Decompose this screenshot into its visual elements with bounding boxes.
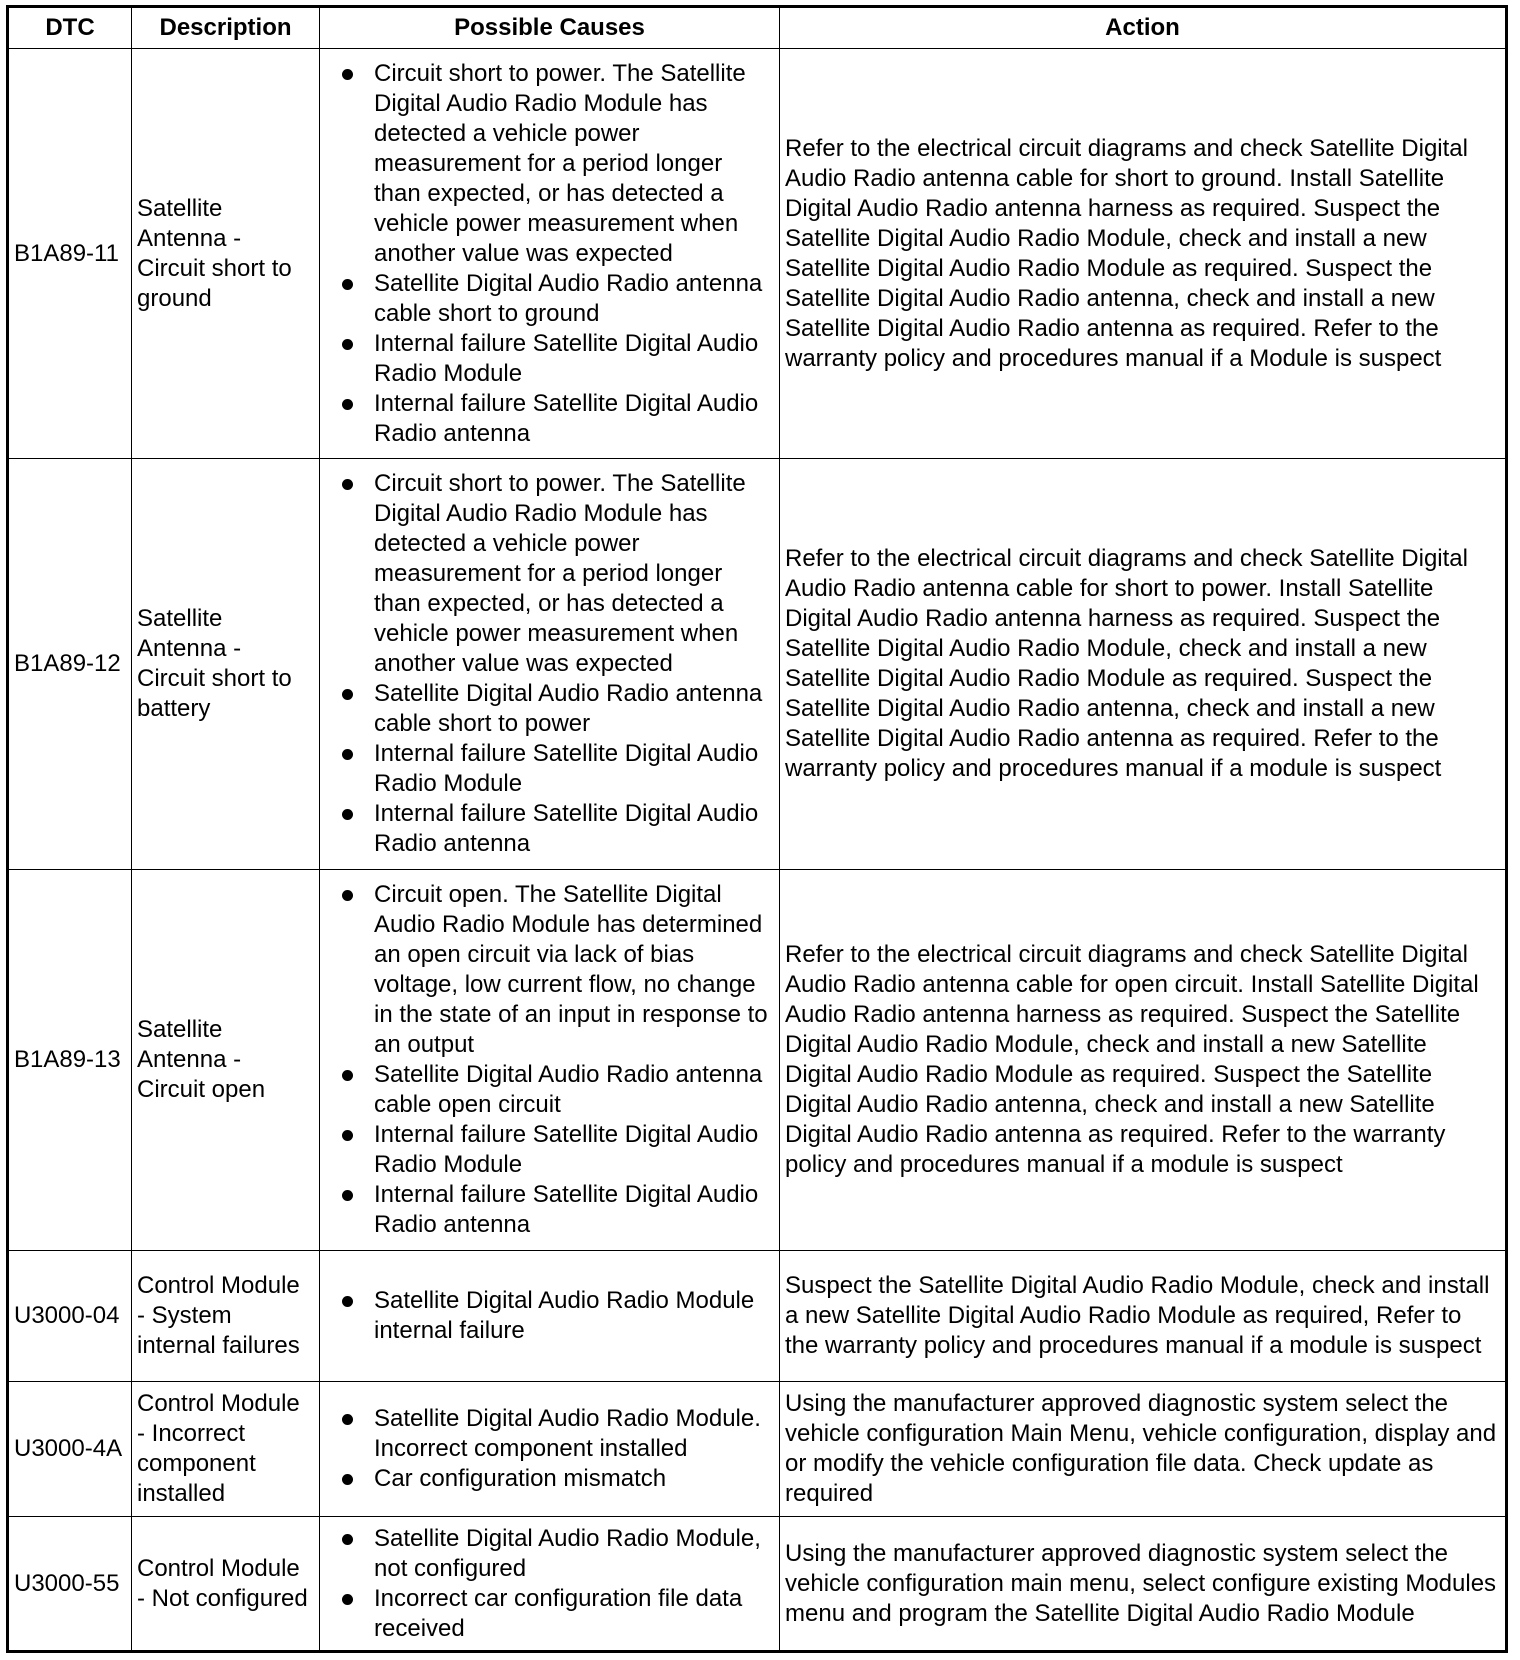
causes-list [322, 1286, 775, 1346]
dtc-description: Control Module - Not configured [132, 1517, 320, 1652]
possible-causes [320, 459, 780, 870]
table-row [8, 459, 1507, 870]
dtc-code: B1A89-12 [8, 459, 132, 870]
cause-item: Circuit short to power. The Satellite Digital Audio Radio Module has detected a vehicle power measurement for a period longer than expected, or has detected a vehicle power measurement when another value was expected [322, 59, 775, 269]
cause-item: Satellite Digital Audio Radio antenna cable open circuit [322, 1060, 775, 1120]
cause-item: Car configuration mismatch [322, 1464, 775, 1494]
header-dtc: DTC [8, 7, 132, 49]
cause-item: Circuit open. The Satellite Digital Audio Radio Module has determined an open circuit via lack of bias voltage, low current flow, no change in the state of an input in response to an output [322, 880, 775, 1060]
cause-item: Satellite Digital Audio Radio Module, not configured [322, 1524, 775, 1584]
action-text: Suspect the Satellite Digital Audio Radio Module, check and install a new Satellite Digital Audio Radio Module as required, Refer to the warranty policy and procedures manual if a module is suspect [780, 1251, 1507, 1382]
dtc-description: Satellite Antenna - Circuit short to battery [132, 459, 320, 870]
cause-item: Internal failure Satellite Digital Audio Radio antenna [322, 1180, 775, 1240]
cause-item: Circuit short to power. The Satellite Digital Audio Radio Module has detected a vehicle power measurement for a period longer than expected, or has detected a vehicle power measurement when another value was expected [322, 469, 775, 679]
possible-causes [320, 1251, 780, 1382]
causes-list [322, 469, 775, 859]
table-row [8, 49, 1507, 459]
cause-item: Satellite Digital Audio Radio Module. Incorrect component installed [322, 1404, 775, 1464]
dtc-description: Satellite Antenna - Circuit short to ground [132, 49, 320, 459]
header-description: Description [132, 7, 320, 49]
causes-list [322, 1404, 775, 1494]
cause-item: Internal failure Satellite Digital Audio Radio Module [322, 739, 775, 799]
cause-item: Internal failure Satellite Digital Audio Radio antenna [322, 389, 775, 449]
possible-causes [320, 870, 780, 1251]
cause-item: Internal failure Satellite Digital Audio Radio antenna [322, 799, 775, 859]
dtc-code: U3000-4A [8, 1382, 132, 1517]
dtc-description: Control Module - System internal failures [132, 1251, 320, 1382]
header-row [8, 7, 1507, 49]
cause-item: Internal failure Satellite Digital Audio Radio Module [322, 329, 775, 389]
header-action: Action [780, 7, 1507, 49]
possible-causes [320, 49, 780, 459]
causes-list [322, 1524, 775, 1644]
cause-item: Incorrect car configuration file data received [322, 1584, 775, 1644]
possible-causes [320, 1382, 780, 1517]
dtc-table [6, 5, 1508, 1653]
dtc-description: Satellite Antenna - Circuit open [132, 870, 320, 1251]
action-text: Using the manufacturer approved diagnostic system select the vehicle configuration Main Menu, vehicle configuration, display and or modify the vehicle configuration file data. Check update as required [780, 1382, 1507, 1517]
table-row [8, 1251, 1507, 1382]
dtc-code: B1A89-13 [8, 870, 132, 1251]
table-row [8, 1382, 1507, 1517]
cause-item: Internal failure Satellite Digital Audio Radio Module [322, 1120, 775, 1180]
dtc-code: U3000-55 [8, 1517, 132, 1652]
dtc-code: B1A89-11 [8, 49, 132, 459]
action-text: Refer to the electrical circuit diagrams and check Satellite Digital Audio Radio antenna cable for short to power. Install Satellite Digital Audio Radio antenna harness as required. Suspect the Satellite Digital Audio Radio Module, check and install a new Satellite Digital Audio Radio Module as required. Suspect the Satellite Digital Audio Radio antenna, check and install a new Satellite Digital Audio Radio antenna as required. Refer to the warranty policy and procedures manual if a module is suspect [780, 459, 1507, 870]
causes-list [322, 59, 775, 449]
cause-item: Satellite Digital Audio Radio antenna cable short to ground [322, 269, 775, 329]
cause-item: Satellite Digital Audio Radio antenna cable short to power [322, 679, 775, 739]
cause-item: Satellite Digital Audio Radio Module internal failure [322, 1286, 775, 1346]
table-row [8, 1517, 1507, 1652]
causes-list [322, 880, 775, 1240]
dtc-code: U3000-04 [8, 1251, 132, 1382]
possible-causes [320, 1517, 780, 1652]
table-row [8, 870, 1507, 1251]
header-possible-causes: Possible Causes [320, 7, 780, 49]
action-text: Refer to the electrical circuit diagrams and check Satellite Digital Audio Radio antenna cable for open circuit. Install Satellite Digital Audio Radio antenna harness as required. Suspect the Satellite Digital Audio Radio Module, check and install a new Satellite Digital Audio Radio Module as required. Suspect the Satellite Digital Audio Radio antenna, check and install a new Satellite Digital Audio Radio antenna as required. Refer to the warranty policy and procedures manual if a module is suspect [780, 870, 1507, 1251]
action-text: Refer to the electrical circuit diagrams and check Satellite Digital Audio Radio antenna cable for short to ground. Install Satellite Digital Audio Radio antenna harness as required. Suspect the Satellite Digital Audio Radio Module, check and install a new Satellite Digital Audio Radio Module as required. Suspect the Satellite Digital Audio Radio antenna, check and install a new Satellite Digital Audio Radio antenna as required. Refer to the warranty policy and procedures manual if a Module is suspect [780, 49, 1507, 459]
dtc-description: Control Module - Incorrect component installed [132, 1382, 320, 1517]
action-text: Using the manufacturer approved diagnostic system select the vehicle configuration main menu, select configure existing Modules menu and program the Satellite Digital Audio Radio Module [780, 1517, 1507, 1652]
